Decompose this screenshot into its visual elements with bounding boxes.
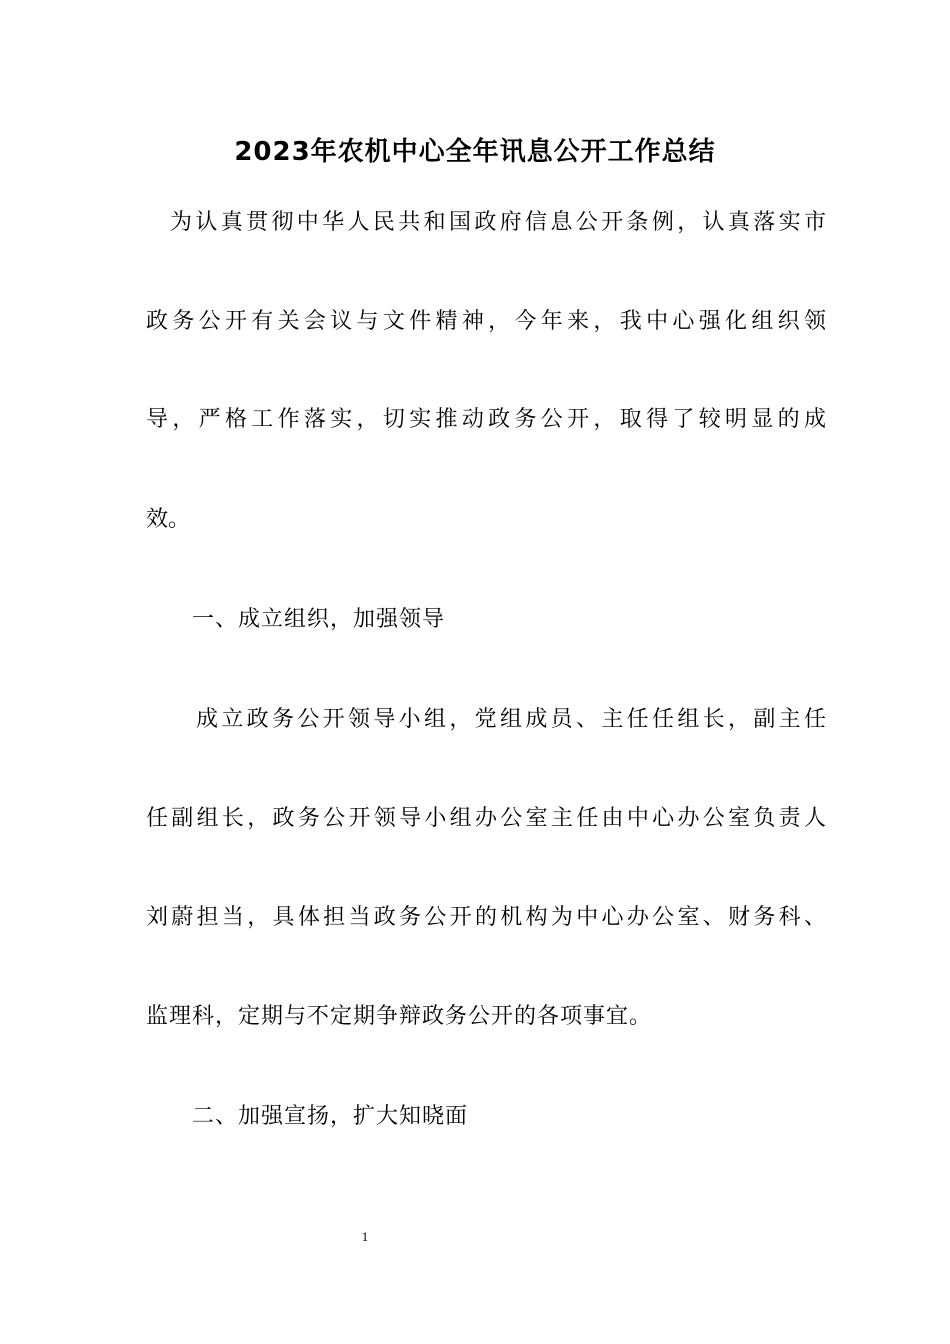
paragraph-line: 政务公开有关会议与文件精神，今年来，我中心强化组织领: [146, 309, 826, 334]
paragraph-line: 刘蔚担当，具体担当政务公开的机构为中心办公室、财务科、: [146, 905, 826, 930]
paragraph-line: 成立政务公开领导小组，党组成员、主任任组长，副主任: [196, 707, 826, 732]
paragraph-line: 为认真贯彻中华人民共和国政府信息公开条例，认真落实市: [170, 210, 826, 235]
paragraph-line: 效。: [146, 507, 191, 532]
section-heading: 一、成立组织，加强领导: [192, 607, 446, 632]
document-title: 2023年农机中心全年讯息公开工作总结: [234, 137, 716, 167]
paragraph-line: 监理科，定期与不定期争辩政务公开的各项事宜。: [146, 1004, 653, 1029]
section-heading: 二、加强宣扬，扩大知晓面: [192, 1104, 469, 1129]
paragraph-line: 导，严格工作落实，切实推动政务公开，取得了较明显的成: [146, 407, 826, 432]
paragraph-line: 任副组长，政务公开领导小组办公室主任由中心办公室负责人: [146, 806, 826, 831]
page-number: 1: [361, 1229, 369, 1244]
